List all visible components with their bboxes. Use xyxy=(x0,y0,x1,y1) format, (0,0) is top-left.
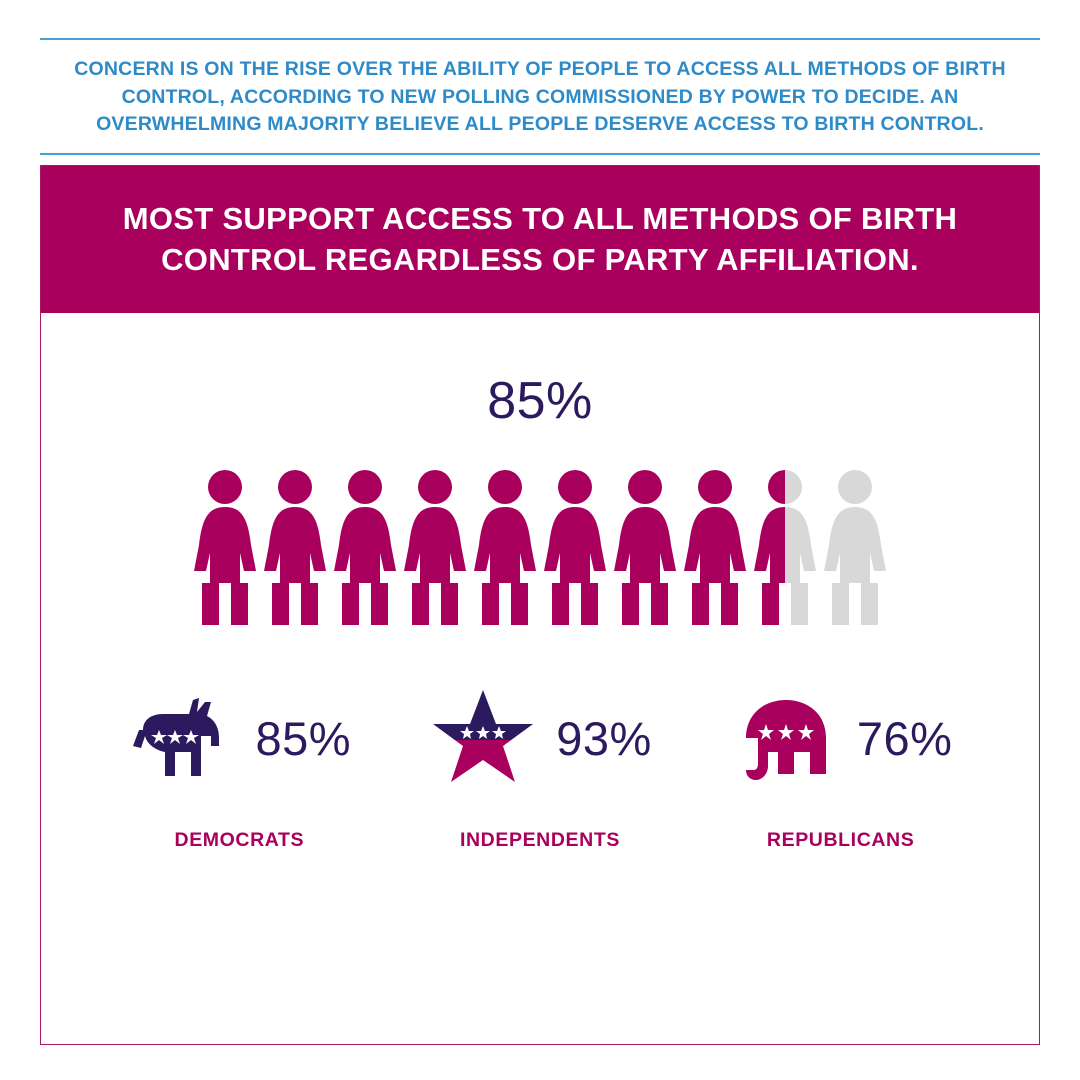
donkey-icon xyxy=(128,686,238,790)
party-value-republicans: 76% xyxy=(856,711,953,765)
party-independents xyxy=(390,683,690,852)
elephant-icon xyxy=(729,686,839,790)
party-value-independents: 93% xyxy=(556,711,652,765)
overall-percentage: 85% xyxy=(487,372,593,430)
card-title: MOST SUPPORT ACCESS TO ALL METHODS OF BIRTH CONTROL REGARDLESS OF PARTY AFFILIATION. xyxy=(122,200,958,277)
stat-card xyxy=(40,165,1040,1045)
person-icon-empty xyxy=(822,467,888,627)
party-label-independents: INDEPENDENTS xyxy=(459,829,620,851)
person-icon xyxy=(332,467,398,627)
party-breakdown-row xyxy=(41,683,1039,852)
party-democrats xyxy=(89,683,389,852)
person-icon xyxy=(682,467,748,627)
intro-banner xyxy=(40,38,1040,155)
person-icon xyxy=(262,467,328,627)
person-icon xyxy=(542,467,608,627)
card-header xyxy=(41,166,1039,313)
person-icon xyxy=(192,467,258,627)
person-icon xyxy=(402,467,468,627)
person-icon xyxy=(472,467,538,627)
star-icon xyxy=(428,686,538,790)
party-label-republicans: REPUBLICANS xyxy=(766,829,915,851)
party-republicans xyxy=(691,683,991,852)
person-icon-half xyxy=(752,467,818,627)
intro-text: CONCERN IS ON THE RISE OVER THE ABILITY OF PEOPLE TO ACCESS ALL METHODS OF BIRTH CONTROL, ACCORDING TO NEW POLLING COMMISSIONED BY POWER TO DECIDE. AN OVERWHELMING MAJORITY BELIEVE ALL PEOPLE DESERVE ACCESS TO BIRTH CONTROL. xyxy=(74,58,1006,136)
party-value-democrats: 85% xyxy=(255,711,352,765)
party-label-democrats: DEMOCRATS xyxy=(174,829,305,851)
person-icon xyxy=(612,467,678,627)
pictogram-people-row xyxy=(41,467,1039,627)
